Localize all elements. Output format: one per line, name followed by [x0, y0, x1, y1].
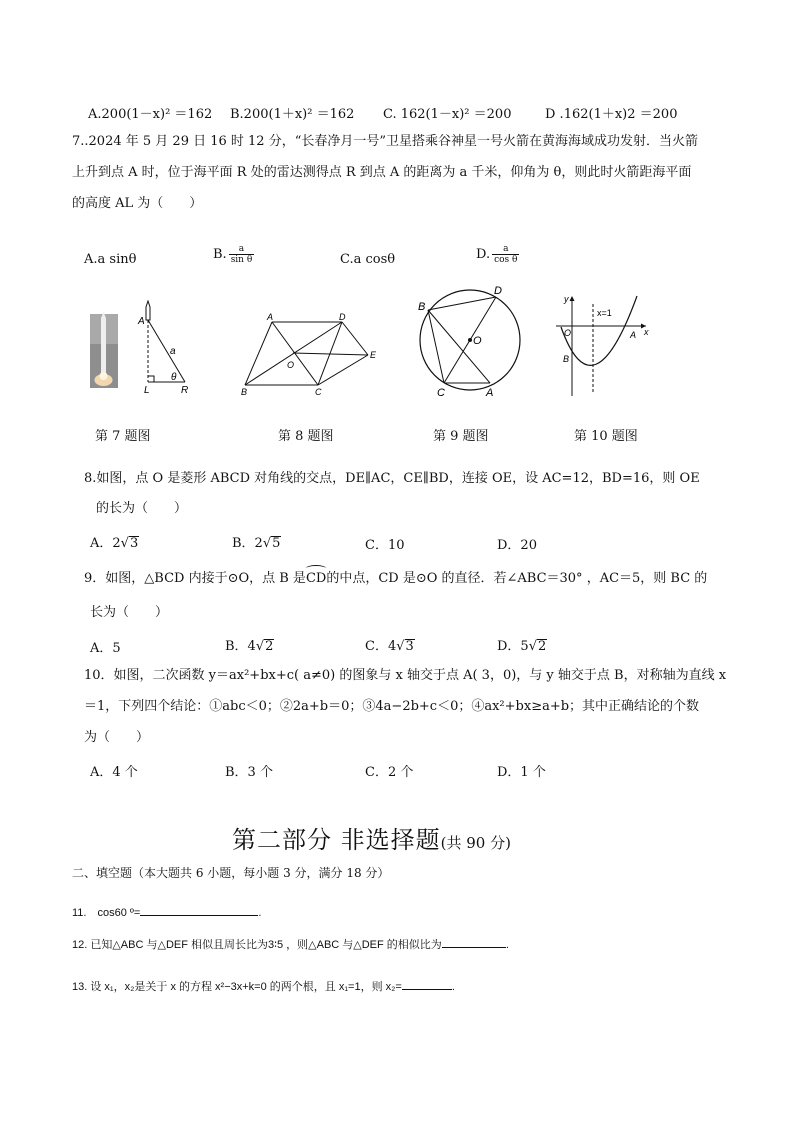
caption-fig-9: 第 9 题图 [433, 429, 489, 444]
q12: 12. 已知△ABC 与△DEF 相似且周长比为3∶5 ，则△ABC 与△DEF 的相似比为 . [72, 936, 509, 952]
fig8-label-d: D [339, 312, 346, 322]
fig9-label-c: C [437, 387, 445, 399]
q11-answer-blank[interactable] [140, 904, 258, 916]
figure-7 [85, 300, 200, 400]
q9-option-b: B．4√2 [225, 639, 274, 654]
q6-option-c: C. 162(1－x)² ＝200 [383, 107, 512, 122]
q8-option-c: C．10 [365, 538, 405, 553]
fig7-label-a-side: a [170, 346, 176, 357]
caption-fig-10: 第 10 题图 [574, 429, 638, 444]
q7-option-a: A.a sinθ [84, 252, 137, 267]
fig10-label-axis: x=1 [597, 308, 612, 318]
q10-option-d: D．1 个 [497, 765, 546, 780]
fig10-label-a: A [630, 330, 637, 340]
q6-option-d: D .162(1＋x)2 ＝200 [545, 107, 678, 122]
fig7-label-r: R [181, 385, 189, 396]
caption-fig-8: 第 8 题图 [278, 429, 334, 444]
q8-line-2: 的长为（ ） [96, 501, 188, 516]
q7-line-3: 的高度 AL 为（ ） [72, 196, 203, 211]
q9-line-1: 9．如图，△BCD 内接于⊙O，点 B 是 CD的中点，CD 是⊙O 的直径．若∠ABC＝30° ，AC＝5，则 BC 的 [84, 570, 707, 588]
fig8-label-a: A [267, 312, 274, 322]
q10-line-1: 10．如图，二次函数 y＝ax²+bx+c( a≠0) 的图象与 x 轴交于点 A( 3，0)，与 y 轴交于点 B，对称轴为直线 x [84, 668, 727, 683]
q8-option-a: A．2√3 [90, 536, 139, 551]
figure-8 [236, 310, 381, 400]
q7-line-2: 上升到点 A 时，位于海平面 R 处的雷达测得点 R 到点 A 的距离为 a 千米，仰角为 θ，则此时火箭距海平面 [72, 165, 692, 180]
q10-option-b: B．3 个 [225, 765, 273, 780]
fig9-label-o: O [473, 335, 482, 347]
q6-option-b: B.200(1＋x)² ＝162 [230, 107, 355, 122]
q7-option-c: C.a cosθ [340, 252, 396, 267]
fig7-label-theta: θ [171, 372, 177, 383]
q8-line-1: 8.如图，点 O 是菱形 ABCD 对角线的交点，DE∥AC，CE∥BD，连接 OE，设 AC=12，BD=16，则 OE [84, 471, 700, 486]
fig8-label-e: E [370, 350, 377, 360]
q13: 13. 设 x₁，x₂是关于 x 的方程 x²−3x+k=0 的两个根，且 x₁=1，则 x₂= . [72, 978, 455, 994]
caption-fig-7: 第 7 题图 [95, 429, 151, 444]
fig10-label-o: O [564, 328, 572, 338]
fig10-label-b: B [563, 354, 570, 364]
q9-option-d: D．5√2 [497, 639, 547, 654]
q8-option-b: B．2√5 [232, 536, 281, 551]
fig8-label-o: O [287, 360, 295, 370]
q10-option-a: A．4 个 [90, 765, 138, 780]
fig10-label-y: y [564, 294, 569, 304]
figure-9 [412, 282, 527, 400]
figure-10 [552, 292, 662, 400]
q10-option-c: C．2 个 [365, 765, 414, 780]
q13-answer-blank[interactable] [402, 978, 452, 990]
fig7-label-l: L [144, 385, 150, 396]
fig7-label-a-point: A [138, 316, 145, 327]
part-2-title: 第二部分 非选择题(共 90 分) [232, 826, 511, 854]
fig8-label-c: C [315, 387, 322, 397]
q12-answer-blank[interactable] [442, 936, 506, 948]
q10-line-3: 为（ ） [84, 730, 150, 745]
fig8-label-b: B [241, 387, 248, 397]
q7-line-1: 7..2024 年 5 月 29 日 16 时 12 分，“长春净月一号”卫星搭乘谷神星一号火箭在黄海海域成功发射．当火箭 [72, 134, 699, 149]
fig9-label-b: B [418, 301, 426, 313]
q9-option-c: C．4√3 [365, 639, 414, 654]
fig9-label-a: A [486, 387, 494, 399]
q6-option-a: A.200(1－x)² ＝162 [88, 107, 213, 122]
q7-option-d: D. $\frac{a}{\text{cos θ}}$ [476, 244, 518, 265]
arc-cd: CD [306, 570, 326, 588]
q9-option-a: A．5 [90, 641, 121, 656]
q7-option-b: B. $\frac{a}{\text{sin θ}}$ [213, 244, 253, 265]
q11: 11. cos60 º= . [72, 904, 261, 920]
q10-line-2: ＝1，下列四个结论：①abc＜0；②2a+b＝0；③4a−2b+c＜0；④ax²+bx≥a+b；其中正确结论的个数 [84, 699, 700, 714]
q8-option-d: D．20 [497, 538, 537, 553]
fig10-label-x: x [644, 327, 649, 337]
q9-line-2: 长为（ ） [90, 605, 169, 620]
fig9-label-d: D [494, 285, 502, 297]
section-2-heading: 二、填空题（本大题共 6 小题，每小题 3 分，满分 18 分） [72, 866, 390, 880]
